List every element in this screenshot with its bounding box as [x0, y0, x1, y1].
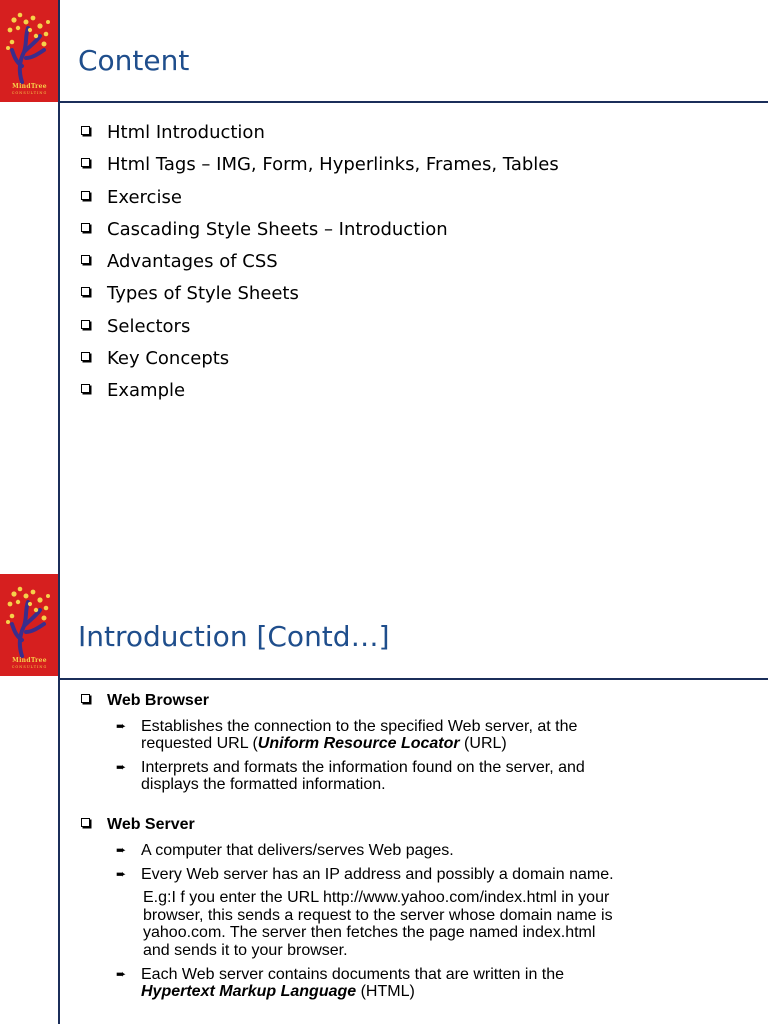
web-browser-heading: Web Browser [78, 691, 758, 711]
checkbox-bullet-icon [81, 384, 90, 393]
vertical-rule [58, 0, 60, 574]
checkbox-bullet-icon [81, 320, 90, 329]
list-item: Types of Style Sheets [78, 281, 559, 313]
logo-subtext: CONSULTING [11, 665, 48, 669]
content-list [78, 120, 559, 411]
list-item: Cascading Style Sheets – Introduction [78, 217, 559, 249]
list-item: Key Concepts [78, 346, 559, 378]
checkbox-bullet-icon [81, 287, 90, 296]
web-server-heading: Web Server [78, 815, 758, 835]
checkbox-bullet-icon [81, 818, 90, 827]
slide-introduction [0, 574, 768, 1024]
logo-wordmark: MindTree [12, 83, 47, 90]
list-item: Exercise [78, 185, 559, 217]
arrow-bullet-icon: ➨ [116, 843, 127, 857]
checkbox-bullet-icon [81, 223, 90, 232]
checkbox-bullet-icon [81, 158, 90, 167]
list-item: ➨ Each Web server contains documents that are written in the Hypertext Markup Language (HTML) [116, 966, 565, 1000]
checkbox-bullet-icon [81, 694, 90, 703]
title-rule [59, 101, 768, 103]
checkbox-bullet-icon [81, 191, 90, 200]
checkbox-bullet-icon [81, 126, 90, 135]
arrow-bullet-icon: ➨ [116, 719, 127, 733]
logo-wordmark: MindTree [12, 657, 47, 664]
list-item: ➨ Every Web server has an IP address and possibly a domain name. [116, 866, 614, 883]
list-item: Advantages of CSS [78, 249, 559, 281]
slide-body [78, 691, 758, 1000]
list-item: ➨ Interprets and formats the information found on the server, and displays the formatted information. [116, 759, 585, 793]
list-item: Selectors [78, 314, 559, 346]
list-item: Html Tags – IMG, Form, Hyperlinks, Frames, Tables [78, 152, 559, 184]
slide-title: Content [78, 44, 190, 77]
arrow-bullet-icon: ➨ [116, 967, 127, 981]
title-rule [59, 678, 768, 680]
checkbox-bullet-icon [81, 255, 90, 264]
mindtree-logo [0, 574, 59, 676]
vertical-rule [58, 574, 60, 1024]
list-item: ➨ Establishes the connection to the specified Web server, at the requested URL (Uniform Resource Locator (URL) [116, 718, 578, 752]
arrow-bullet-icon: ➨ [116, 760, 127, 774]
logo-subtext: CONSULTING [11, 91, 48, 95]
mindtree-logo [0, 0, 59, 102]
list-item: Html Introduction [78, 120, 559, 152]
list-item: ➨ A computer that delivers/serves Web pages. [116, 842, 454, 859]
checkbox-bullet-icon [81, 352, 90, 361]
arrow-bullet-icon: ➨ [116, 867, 127, 881]
slide-title: Introduction [Contd…] [78, 620, 390, 653]
example-note: E.g:I f you enter the URL http://www.yahoo.com/index.html in your browser, this sends a request to the server whose domain name is yahoo.com. The server then fetches the page named index.html and sends it to your browser. [143, 889, 613, 959]
list-item: Example [78, 378, 559, 410]
